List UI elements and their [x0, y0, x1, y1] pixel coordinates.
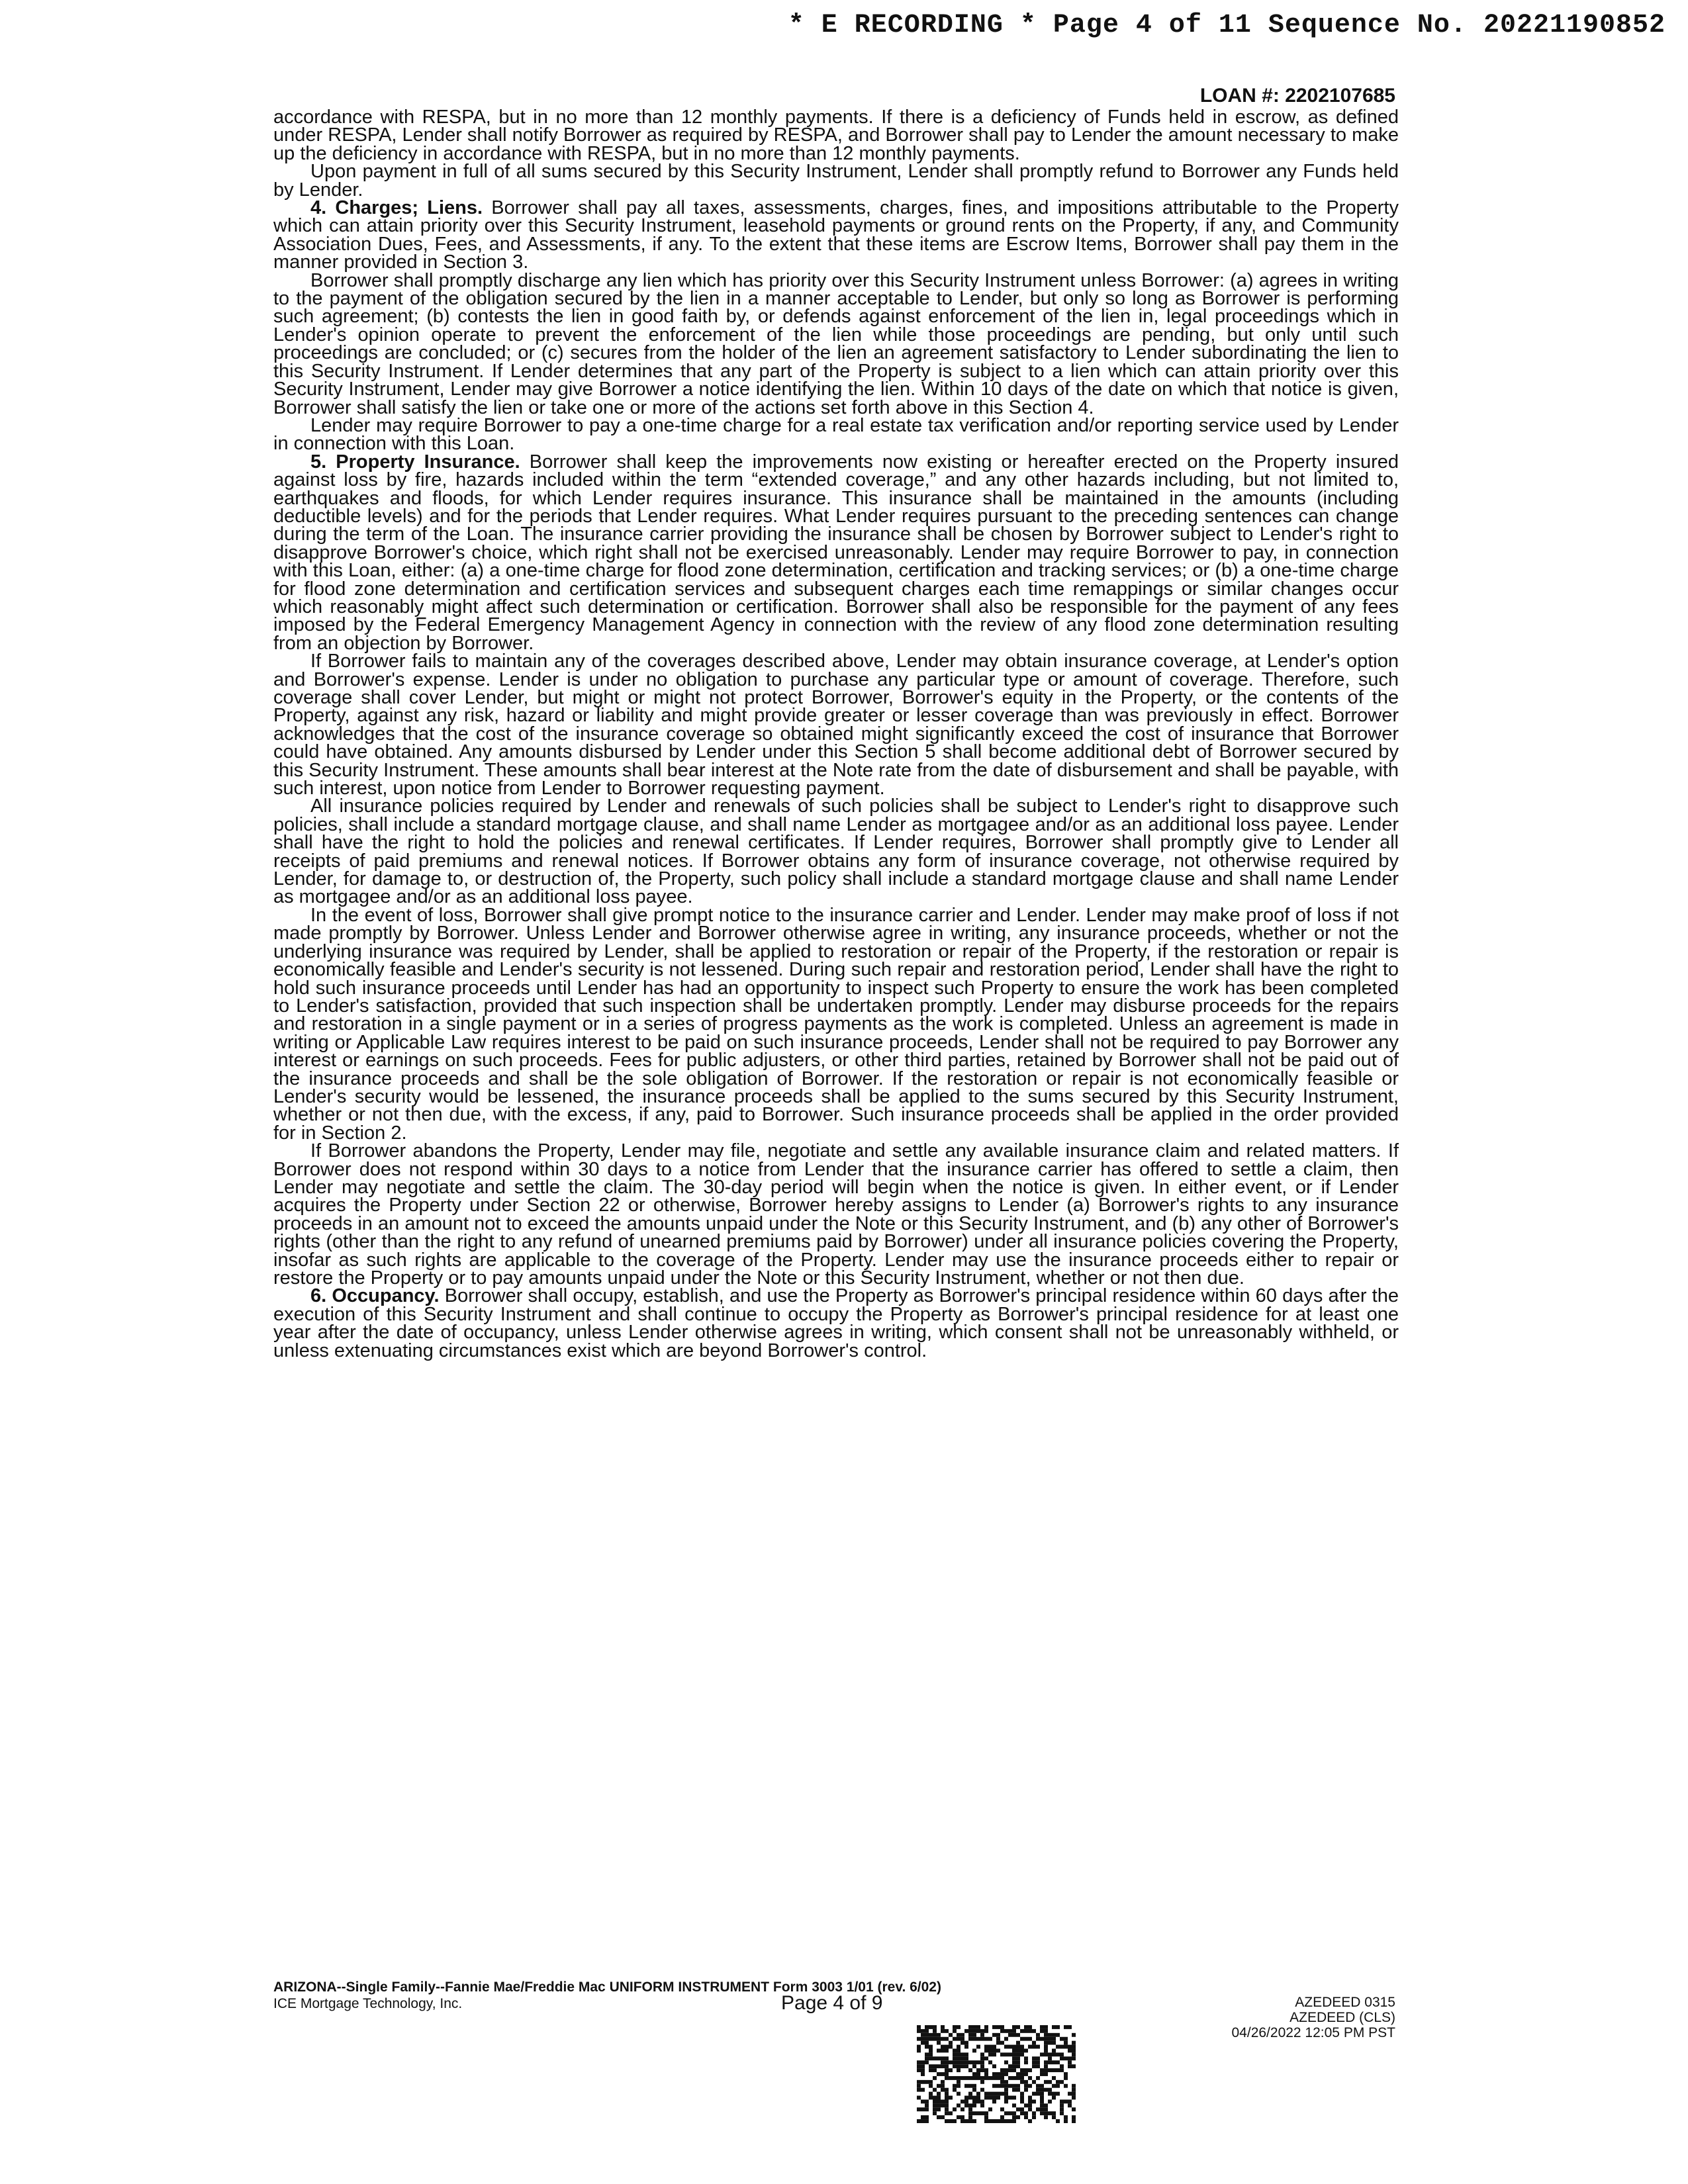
barcode-icon — [917, 2025, 1076, 2123]
loan-number: LOAN #: 2202107685 — [1199, 85, 1395, 107]
paragraph-refund: Upon payment in full of all sums secured by this Security Instrument, Lender shall promptly refund to Borrower any Funds held by Lender. — [273, 161, 1399, 201]
section-5-heading: 5. Property Insurance. — [310, 451, 520, 473]
document-body — [273, 109, 1399, 1360]
paragraph-tax-verification: Lender may require Borrower to pay a one-time charge for a real estate tax verification and/or reporting service used by Lender in connection with this Loan. — [273, 414, 1399, 455]
section-4-text: Borrower shall pay all taxes, assessments, charges, fines, and impositions attributable to the Property which can attain priority over this Security Instrument, leasehold payments or ground rents on the Property, if any, and Community Association Dues, Fees, and Assessments, if any. To the extent that these items are Escrow Items, Borrower shall pay them in the manner provided in Section 3. — [273, 197, 1399, 273]
page-number: Page 4 of 9 — [781, 1992, 883, 2014]
footer-codes — [1232, 1995, 1396, 2040]
section-6-text: Borrower shall occupy, establish, and use the Property as Borrower's principal residence within 60 days after the execution of this Security Instrument and shall continue to occupy the Property as Borrower's principal residence for at least one year after the date of occupancy, unless Lender otherwise agrees in writing, which consent shall not be unreasonably withheld, or unless extenuating circumstances exist which are beyond Borrower's control. — [273, 1285, 1399, 1361]
section-4-heading: 4. Charges; Liens. — [310, 197, 483, 219]
paragraph-event-of-loss: In the event of loss, Borrower shall give prompt notice to the insurance carrier and Lender. Lender may make proof of loss if not made promptly by Borrower. Unless Lender and Borrower otherwise agree in writing, any insurance proceeds, whether or not the underlying insurance was required by Lender, shall be applied to restoration or repair of the Property, if the restoration or repair is economically feasible and Lender's security is not lessened. During such repair and restoration period, Lender shall have the right to hold such insurance proceeds until Lender has had an opportunity to inspect such Property to ensure the work has been completed to Lender's satisfaction, provided that such inspection shall be undertaken promptly. Lender may disburse proceeds for the repairs and restoration in a single payment or in a series of progress payments as the work is completed. Unless an agreement is made in writing or Applicable Law requires interest to be paid on such insurance proceeds, Lender shall not be required to pay Borrower any interest or earnings on such proceeds. Fees for public adjusters, or other third parties, retained by Borrower shall not be paid out of the insurance proceeds and shall be the sole obligation of Borrower. If the restoration or repair is not economically feasible or Lender's security would be lessened, the insurance proceeds shall be applied to the sums secured by this Security Instrument, whether or not then due, with the excess, if any, paid to Borrower. Such insurance proceeds shall be applied in the order provided for in Section 2. — [273, 904, 1399, 1144]
paragraph-lender-coverage: If Borrower fails to maintain any of the coverages described above, Lender may obtain insurance coverage, at Lender's option and Borrower's expense. Lender is under no obligation to purchase any particular type or amount of coverage. Therefore, such coverage shall cover Lender, but might or might not protect Borrower, Borrower's equity in the Property, or the contents of the Property, against any risk, hazard or liability and might provide greater or lesser coverage than was previously in effect. Borrower acknowledges that the cost of the insurance coverage so obtained might significantly exceed the cost of insurance that Borrower could have obtained. Any amounts disbursed by Lender under this Section 5 shall become additional debt of Borrower secured by this Security Instrument. These amounts shall bear interest at the Note rate from the date of disbursement and shall be payable, with such interest, upon notice from Lender to Borrower requesting payment. — [273, 651, 1399, 799]
section-5-text: Borrower shall keep the improvements now existing or hereafter erected on the Property insured against loss by fire, hazards included within the term “extended coverage,” and any other hazards including, but not limited to, earthquakes and floods, for which Lender requires insurance. This insurance shall be maintained in the amounts (including deductible levels) and for the periods that Lender requires. What Lender requires pursuant to the preceding sentences can change during the term of the Loan. The insurance carrier providing the insurance shall be chosen by Borrower subject to Lender's right to disapprove Borrower's choice, which right shall not be exercised unreasonably. Lender may require Borrower to pay, in connection with this Loan, either: (a) a one-time charge for flood zone determination, certification and tracking services; or (b) a one-time charge for flood zone determination and certification services and subsequent charges each time remappings or similar changes occur which reasonably might affect such determination or certification. Borrower shall also be responsible for the payment of any fees imposed by the Federal Emergency Management Agency in connection with the review of any flood zone determination resulting from an objection by Borrower. — [273, 451, 1399, 654]
print-timestamp: 04/26/2022 12:05 PM PST — [1231, 2025, 1395, 2040]
paragraph-insurance-policies: All insurance policies required by Lender and renewals of such policies shall be subject to Lender's right to disapprove such policies, shall include a standard mortgage clause, and shall name Lender as mortgagee and/or as an additional loss payee. Lender shall have the right to hold the policies and renewal certificates. If Lender requires, Borrower shall promptly give to Lender all receipts of paid premiums and renewal notices. If Borrower obtains any form of insurance coverage, not otherwise required by Lender, for damage to, or destruction of, the Property, such policy shall include a standard mortgage clause and shall name Lender as mortgagee and/or as an additional loss payee. — [273, 796, 1399, 908]
paragraph-escrow-deficiency: accordance with RESPA, but in no more than 12 monthly payments. If there is a deficiency of Funds held in escrow, as defined under RESPA, Lender shall notify Borrower as required by RESPA, and Borrower shall pay to Lender the amount necessary to make up the deficiency in accordance with RESPA, but in no more than 12 monthly payments. — [273, 107, 1399, 164]
doc-code: AZEDEED 0315 — [1295, 1995, 1395, 2010]
company-name: ICE Mortgage Technology, Inc. — [273, 1996, 463, 2011]
section-6 — [273, 1287, 1399, 1360]
doc-code-cls: AZEDEED (CLS) — [1289, 2010, 1395, 2025]
section-6-heading: 6. Occupancy. — [310, 1285, 440, 1307]
paragraph-abandonment: If Borrower abandons the Property, Lender may file, negotiate and settle any available insurance claim and related matters. If Borrower does not respond within 30 days to a notice from Lender that the insurance carrier has offered to settle a claim, then Lender may negotiate and settle the claim. The 30-day period will begin when the notice is given. In either event, or if Lender acquires the Property under Section 22 or otherwise, Borrower hereby assigns to Lender (a) Borrower's rights to any insurance proceeds in an amount not to exceed the amounts unpaid under the Note or this Security Instrument, and (b) any other of Borrower's rights (other than the right to any refund of unearned premiums paid by Borrower) under all insurance policies covering the Property, insofar as such rights are applicable to the coverage of the Property. Lender may use the insurance proceeds either to repair or restore the Property or to pay amounts unpaid under the Note or this Security Instrument, whether or not then due. — [273, 1140, 1399, 1289]
form-line: ARIZONA--Single Family--Fannie Mae/Freddie Mac UNIFORM INSTRUMENT Form 3003 1/01 (rev. 6/02) — [273, 1979, 941, 1995]
section-5 — [273, 453, 1399, 653]
paragraph-lien-discharge: Borrower shall promptly discharge any lien which has priority over this Security Instrument unless Borrower: (a) agrees in writing to the payment of the obligation secured by the lien in a manner acceptable to Lender, but only so long as Borrower is performing such agreement; (b) contests the lien in good faith by, or defends against enforcement of the lien in, legal proceedings which in Lender's opinion operate to prevent the enforcement of the lien while those proceedings are pending, but only until such proceedings are concluded; or (c) secures from the holder of the lien an agreement satisfactory to Lender subordinating the lien to this Security Instrument. If Lender determines that any part of the Property is subject to a lien which can attain priority over this Security Instrument, Lender may give Borrower a notice identifying the lien. Within 10 days of the date on which that notice is given, Borrower shall satisfy the lien or take one or more of the actions set forth above in this Section 4. — [273, 269, 1399, 418]
recording-stamp: * E RECORDING * Page 4 of 11 Sequence No. 20221190852 — [788, 11, 1665, 40]
section-4 — [273, 199, 1399, 272]
